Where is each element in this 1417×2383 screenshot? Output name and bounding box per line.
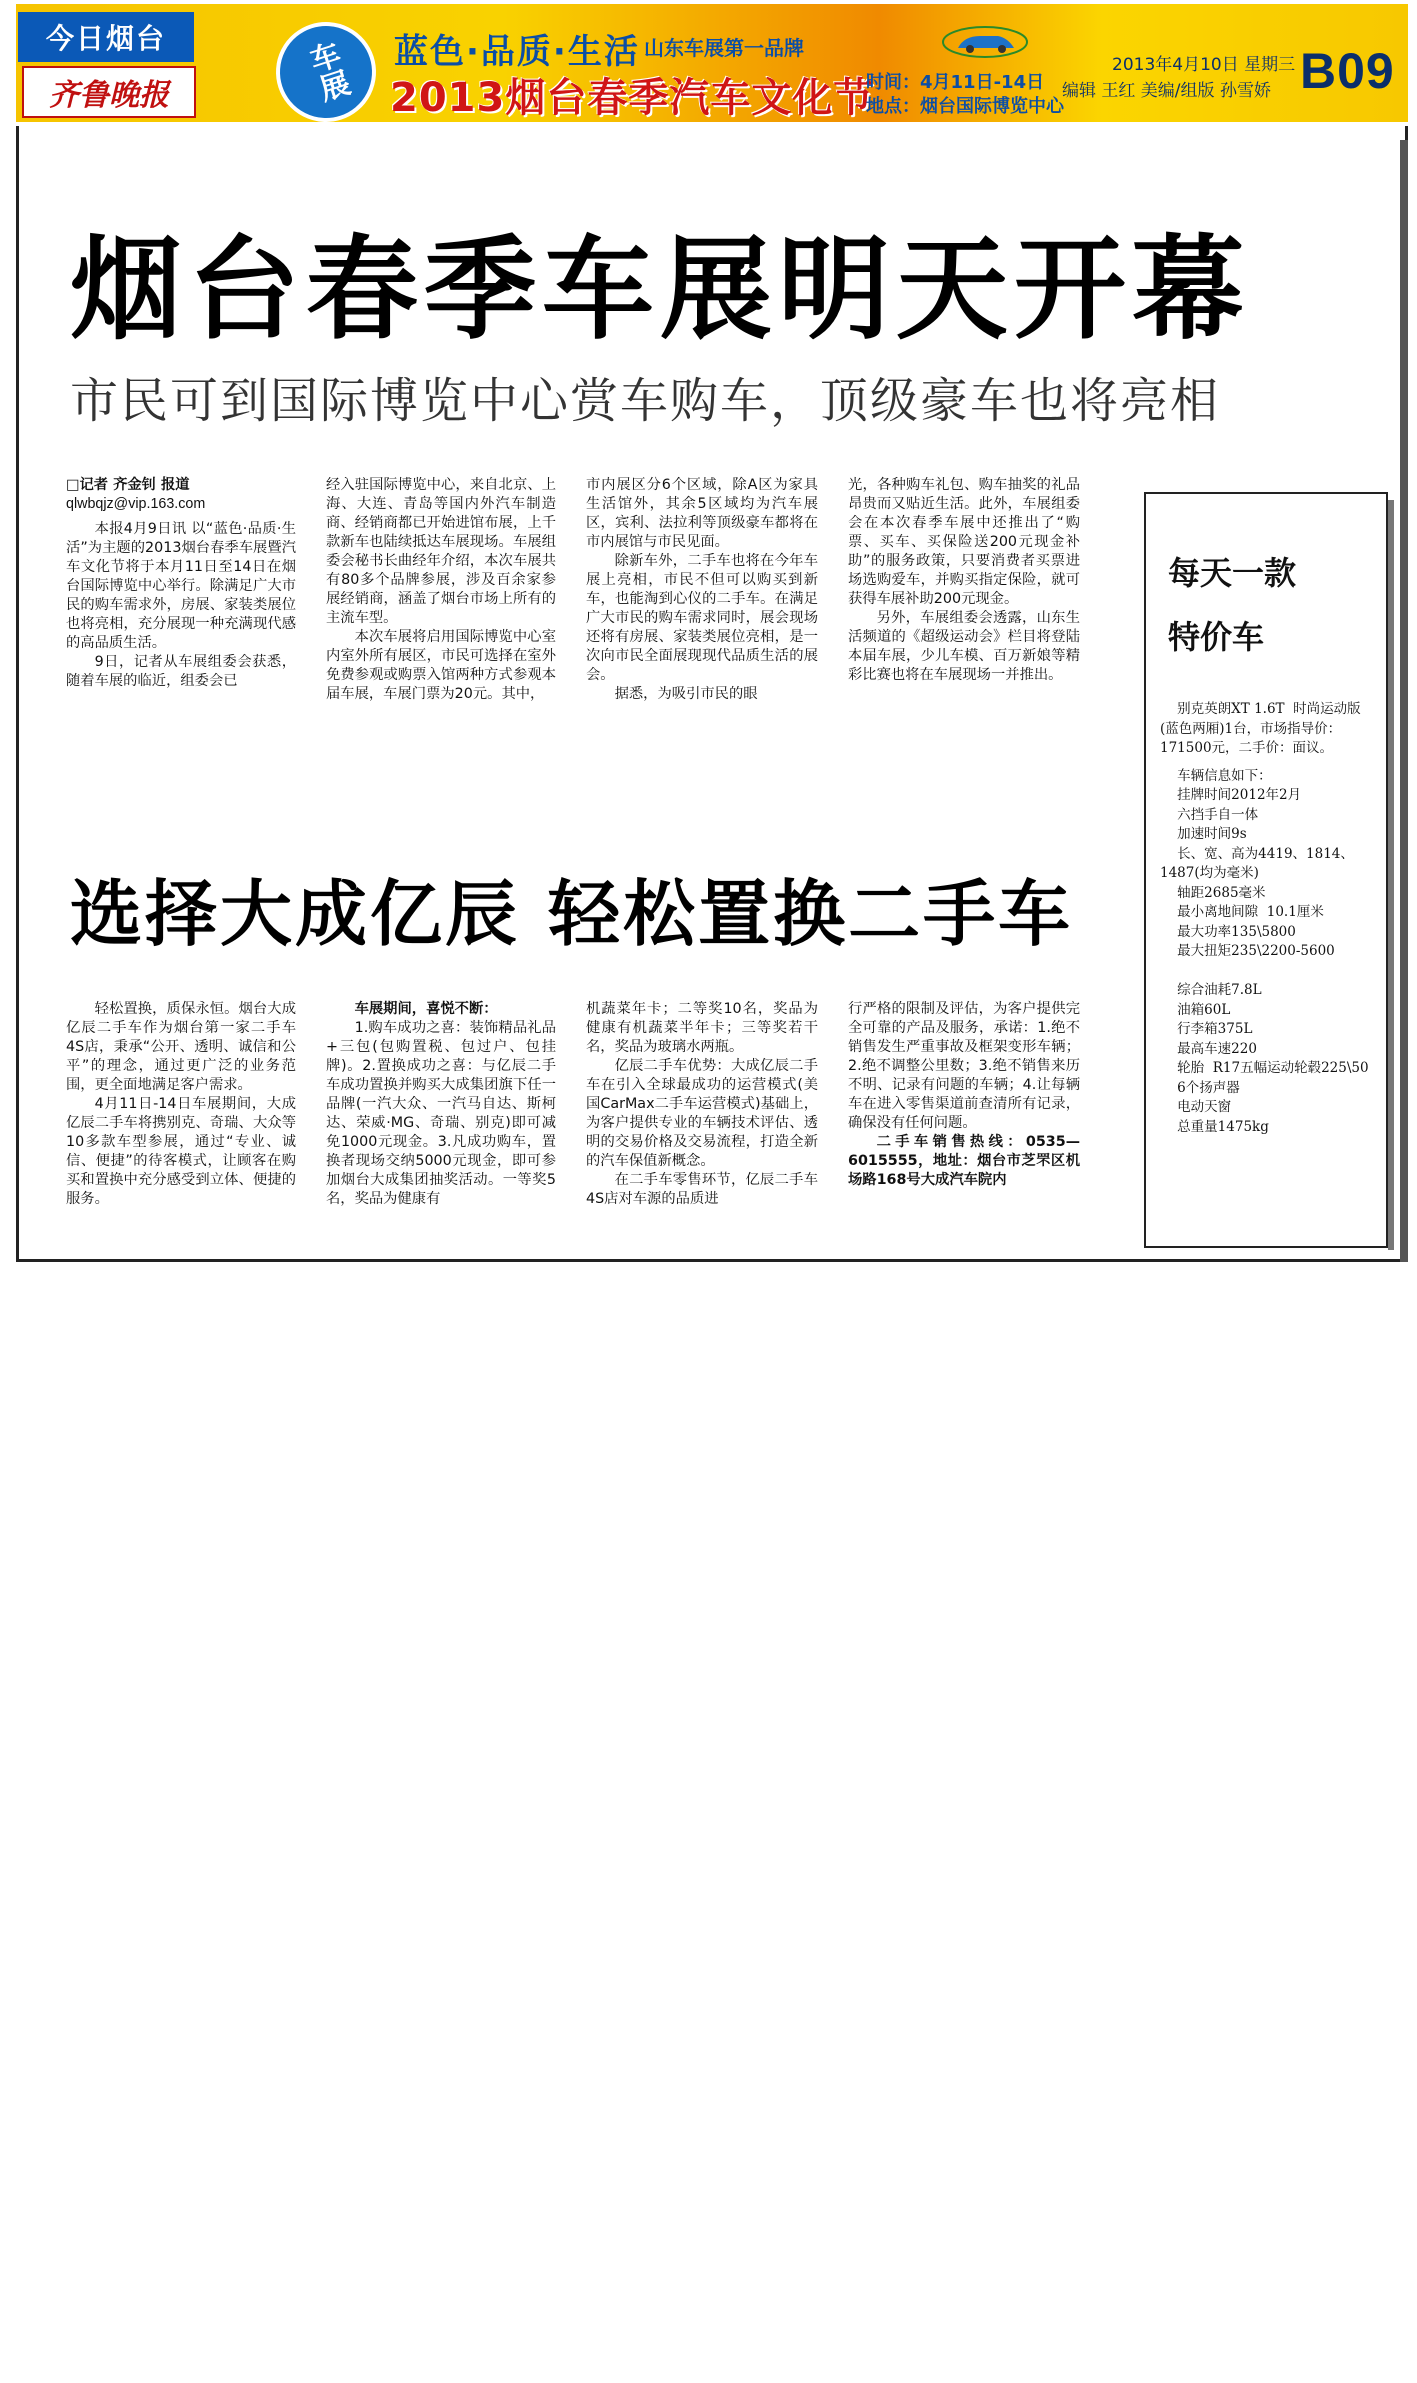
car-logo-icon — [940, 24, 1030, 60]
article1-column-2 — [326, 476, 556, 704]
festival-title: 2013烟台春季汽车文化节 — [390, 75, 875, 121]
reporter-email: qlwbqjz@vip.163.com — [66, 496, 206, 512]
article1-column-4 — [848, 476, 1080, 685]
spec-line: 最大扭矩235\2200-5600 — [1160, 943, 1335, 959]
event-time: 时间：4月11日-14日 — [866, 72, 1045, 93]
spec-line: 6个扬声器 — [1160, 1079, 1240, 1096]
article2-column-4 — [848, 1000, 1080, 1190]
paragraph: 行严格的限制及评估，为客户提供完全可靠的产品及服务，承诺：1.绝不销售发生严重事故及框架变形车辆；2.绝不调整公里数；3.绝不销售来历不明、记录有问题的车辆；4.让每辆车在进入零售渠道前查清所有记录，确保没有任何问题。 — [848, 1001, 1080, 1131]
paragraph: 光，各种购车礼包、购车抽奖的礼品昂贵而又贴近生活。此外，车展组委会在本次春季车展中还推出了“购票、买车、买保险送200元现金补助”的服务政策，只要消费者买票进场选购爱车，并购买指定保险，就可获得车展补助200元现金。 — [848, 477, 1080, 607]
spec-line: 别克英朗XT 1.6T 时尚运动版(蓝色两厢)1台，市场指导价：171500元，二手价：面议。 — [1160, 701, 1361, 756]
subsection-heading: 车展期间，喜悦不断： — [354, 1001, 498, 1017]
main-subheadline: 市民可到国际博览中心赏车购车，顶级豪车也将亮相 — [70, 373, 1221, 429]
paragraph: 4月11日-14日车展期间，大成亿辰二手车将携别克、奇瑞、大众等10多款车型参展，通过“专业、诚信、便捷”的待客模式，让顾客在购买和置换中充分感受到立体、便捷的服务。 — [66, 1096, 296, 1207]
spec-line: 长、宽、高为4419、1814、1487(均为毫米) — [1160, 845, 1354, 881]
paragraph: 在二手车零售环节，亿辰二手车4S店对车源的品质进 — [586, 1172, 818, 1207]
spec-line: 最小离地间隙 10.1厘米 — [1160, 904, 1324, 920]
article1-column-3 — [586, 476, 818, 704]
paragraph: 据悉，为吸引市民的眼 — [614, 686, 758, 702]
spec-line: 轮胎 R17五幅运动轮毂225\50 — [1160, 1060, 1369, 1076]
spec-line: 加速时间9s — [1160, 826, 1247, 842]
article2-column-3 — [586, 1000, 818, 1209]
event-place: 地点：烟台国际博览中心 — [866, 96, 1064, 117]
auto-show-badge: 车展 — [263, 9, 389, 135]
spec-line: 电动天窗 — [1160, 1099, 1232, 1115]
frame-shadow — [1400, 140, 1408, 1262]
article2-column-2 — [326, 1000, 556, 1209]
paragraph: 除新车外，二手车也将在今年车展上亮相，市民不但可以购买到新车，也能淘到心仪的二手车。在满足广大市民的购车需求同时，展会现场还将有房展、家装类展位亮相，是一次向市民全面展现现代品质生活的展会。 — [586, 553, 818, 683]
spec-line: 挂牌时间2012年2月 — [1160, 787, 1302, 803]
byline: □记者 齐金钊 报道 — [66, 477, 190, 493]
spec-line: 综合油耗7.8L — [1160, 982, 1262, 998]
paragraph: 机蔬菜年卡；二等奖10名，奖品为健康有机蔬菜半年卡；三等奖若干名，奖品为玻璃水两瓶。 — [586, 1001, 818, 1055]
newspaper-logo: 齐鲁晚报 — [22, 66, 196, 118]
paragraph: 1.购车成功之喜：装饰精品礼品+三包(包购置税、包过户、包挂牌)。2.置换成功之喜：与亿辰二手车成功置换并购买大成集团旗下任一品牌(一汽大众、一汽马自达、斯柯达、荣威·MG、奇瑞、别克)即可减免1000元现金。3.凡成功购车，置换者现场交纳5000元现金，即可参加烟台大成集团抽奖活动。一等奖5名，奖品为健康有 — [326, 1020, 556, 1207]
spec-line: 最高车速220 — [1160, 1040, 1257, 1057]
section-label: 今日烟台 — [18, 12, 194, 62]
editor-credits: 编辑 王红 美编/组版 孙雪娇 — [1062, 81, 1271, 101]
paragraph: 本次车展将启用国际博览中心室内室外所有展区，市民可选择在室外免费参观或购票入馆两种方式参观本届车展，车展门票为20元。其中， — [326, 629, 556, 702]
spec-line: 行李箱375L — [1160, 1021, 1253, 1037]
paragraph: 轻松置换，质保永恒。烟台大成亿辰二手车作为烟台第一家二手车4S店，秉承“公开、透明、诚信和公平”的理念，通过更广泛的业务范围，更全面地满足客户需求。 — [66, 1001, 296, 1093]
spec-line: 油箱60L — [1160, 1001, 1231, 1018]
spec-line: 总重量1475kg — [1160, 1118, 1269, 1135]
spec-line: 六挡手自一体 — [1160, 806, 1259, 823]
spec-line — [1160, 962, 1376, 982]
article1-column-1 — [66, 476, 296, 691]
sidebar-shadow — [1388, 500, 1394, 1250]
spec-line: 最大功率135\5800 — [1160, 923, 1296, 940]
paragraph: 市内展区分6个区域，除A区为家具生活馆外，其余5区域均为汽车展区，宾利、法拉利等顶级豪车都将在市内展馆与市民见面。 — [586, 477, 818, 550]
banner-slogan: 蓝色·品质·生活 — [394, 32, 640, 72]
article2-column-1 — [66, 1000, 296, 1209]
sidebar-title: 特价车 — [1168, 618, 1265, 656]
paragraph: 经入驻国际博览中心，来自北京、上海、大连、青岛等国内外汽车制造商、经销商都已开始进馆布展，上千款新车也陆续抵达车展现场。车展组委会秘书长曲经年介绍，本次车展共有80多个品牌参展，涉及百余家参展经销商，涵盖了烟台市场上所有的主流车型。 — [326, 477, 556, 626]
car-spec-list — [1160, 700, 1376, 1137]
paragraph: 亿辰二手车优势：大成亿辰二手车在引入全球最成功的运营模式(美国CarMax二手车运营模式)基础上，为客户提供专业的车辆技术评估、透明的交易价格及交易流程，打造全新的汽车保值新概念。 — [586, 1058, 818, 1169]
paragraph: 本报4月9日讯 以“蓝色·品质·生活”为主题的2013烟台春季车展暨汽车文化节将于本月11日至14日在烟台国际博览中心举行。除满足广大市民的购车需求外，房展、家装类展位也将亮相，充分展现一种充满现代感的高品质生活。 — [66, 521, 296, 651]
sidebar-title: 每天一款 — [1168, 554, 1297, 592]
banner-slogan-sub: 山东车展第一品牌 — [644, 36, 804, 60]
paragraph: 9日，记者从车展组委会获悉，随着车展的临近，组委会已 — [66, 654, 296, 689]
main-headline: 烟台春季车展明天开幕 — [70, 225, 1250, 355]
paragraph: 另外，车展组委会透露，山东生活频道的《超级运动会》栏目将登陆本届车展，少儿车模、百万新娘等精彩比赛也将在车展现场一并推出。 — [848, 610, 1080, 683]
spec-line: 轴距2685毫米 — [1160, 884, 1266, 901]
second-headline: 选择大成亿辰 轻松置换二手车 — [70, 872, 1074, 956]
spec-line: 车辆信息如下： — [1160, 767, 1272, 784]
issue-date: 2013年4月10日 星期三 — [1112, 55, 1296, 75]
page-number: B09 — [1300, 43, 1395, 99]
sales-hotline: 二手车销售热线：0535—6015555，地址：烟台市芝罘区机场路168号大成汽车院内 — [848, 1134, 1080, 1188]
